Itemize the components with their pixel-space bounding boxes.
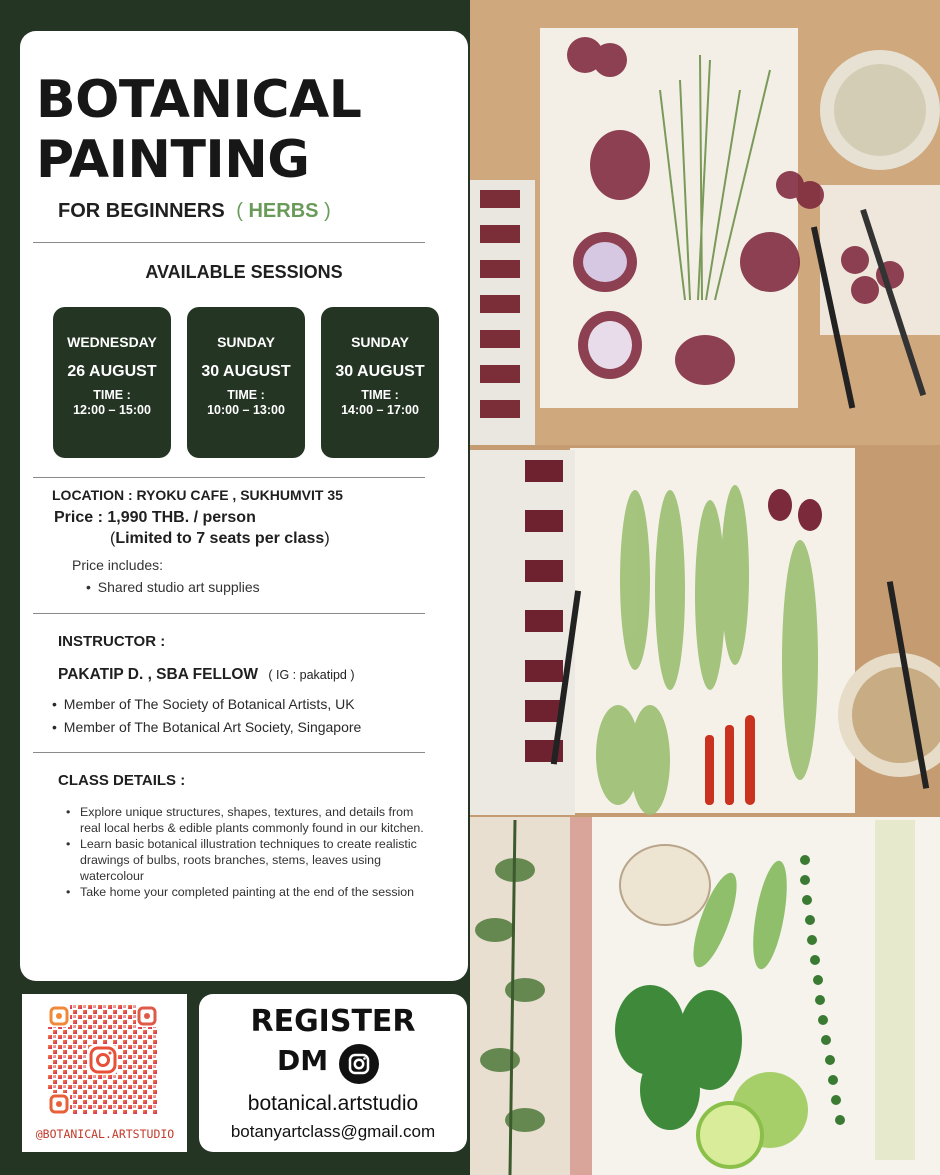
class-details-list [64,804,424,900]
instagram-account-link[interactable]: botanical.artstudio [247,1092,419,1115]
session-date: 26 AUGUST [67,363,157,380]
membership-item: • Member of The Botanical Art Society, Singapore [52,719,362,735]
register-panel [199,994,467,1152]
session-date: 30 AUGUST [201,363,291,380]
limit-close-paren: ) [324,530,330,547]
register-heading: REGISTER [250,1004,416,1039]
page-title [36,70,361,190]
instagram-qr-code-icon[interactable] [48,1005,158,1115]
seat-limit: Limited to 7 seats per class [115,530,325,547]
instructor-name: PAKATIP D. , SBA FELLOW [58,666,259,683]
divider [33,752,425,753]
subtitle [58,200,331,223]
title-line-1: BOTANICAL [36,70,362,130]
instructor-name-line [58,666,355,684]
price-includes-text: Shared studio art supplies [97,579,260,595]
title-line-2: PAINTING [36,130,310,190]
session-time: 14:00 – 17:00 [341,403,419,417]
price-includes-item: • Shared studio art supplies [86,579,260,595]
session-card [187,307,305,458]
instructor-ig: ( IG : pakatipd ) [268,668,355,682]
divider [33,242,425,243]
membership-item: • Member of The Society of Botanical Artists, UK [52,696,355,712]
instagram-icon[interactable] [339,1044,379,1084]
class-detail-item: • Take home your completed painting at the end of the session [64,884,424,900]
session-time: 10:00 – 13:00 [207,403,285,417]
instagram-handle: @BOTANICAL.ARTSTUDIO [35,1127,175,1141]
limit-open-paren: ( [110,530,116,547]
session-time-label: TIME : [227,388,265,402]
session-card [53,307,171,458]
session-time: 12:00 – 15:00 [73,403,151,417]
membership-text: Member of The Society of Botanical Artists, UK [63,696,355,712]
location-text: LOCATION : RYOKU CAFE , SUKHUMVIT 35 [52,487,343,503]
divider [33,613,425,614]
class-details-heading: CLASS DETAILS : [58,772,186,789]
price-text: Price : 1,990 THB. / person [54,509,256,526]
seat-limit-text [110,530,330,548]
session-day: WEDNESDAY [67,334,157,350]
price-includes-label: Price includes: [72,557,164,573]
botanical-photo-collage [470,0,940,1175]
instructor-heading: INSTRUCTOR : [58,633,166,650]
membership-text: Member of The Botanical Art Society, Singapore [63,719,362,735]
session-card [321,307,439,458]
email-link[interactable]: botanyartclass@gmail.com [230,1122,436,1141]
tag-close-paren: ) [324,200,331,222]
divider [33,477,425,478]
sessions-heading: AVAILABLE SESSIONS [145,262,343,282]
register-dm-label: DM [277,1044,329,1077]
subtitle-tag: HERBS [248,200,319,222]
session-time-label: TIME : [361,388,399,402]
subtitle-prefix: FOR BEGINNERS [58,200,225,222]
session-date: 30 AUGUST [335,363,425,380]
class-detail-item: • Learn basic botanical illustration techniques to create realistic drawings of bulbs, roots branches, stems, leaves using watercolour [64,836,424,884]
session-day: SUNDAY [351,334,409,350]
class-detail-item: • Explore unique structures, shapes, textures, and details from real local herbs & edible plants commonly found in our kitchen. [64,804,424,836]
tag-open-paren: ( [236,200,243,222]
session-time-label: TIME : [93,388,131,402]
session-day: SUNDAY [217,334,275,350]
